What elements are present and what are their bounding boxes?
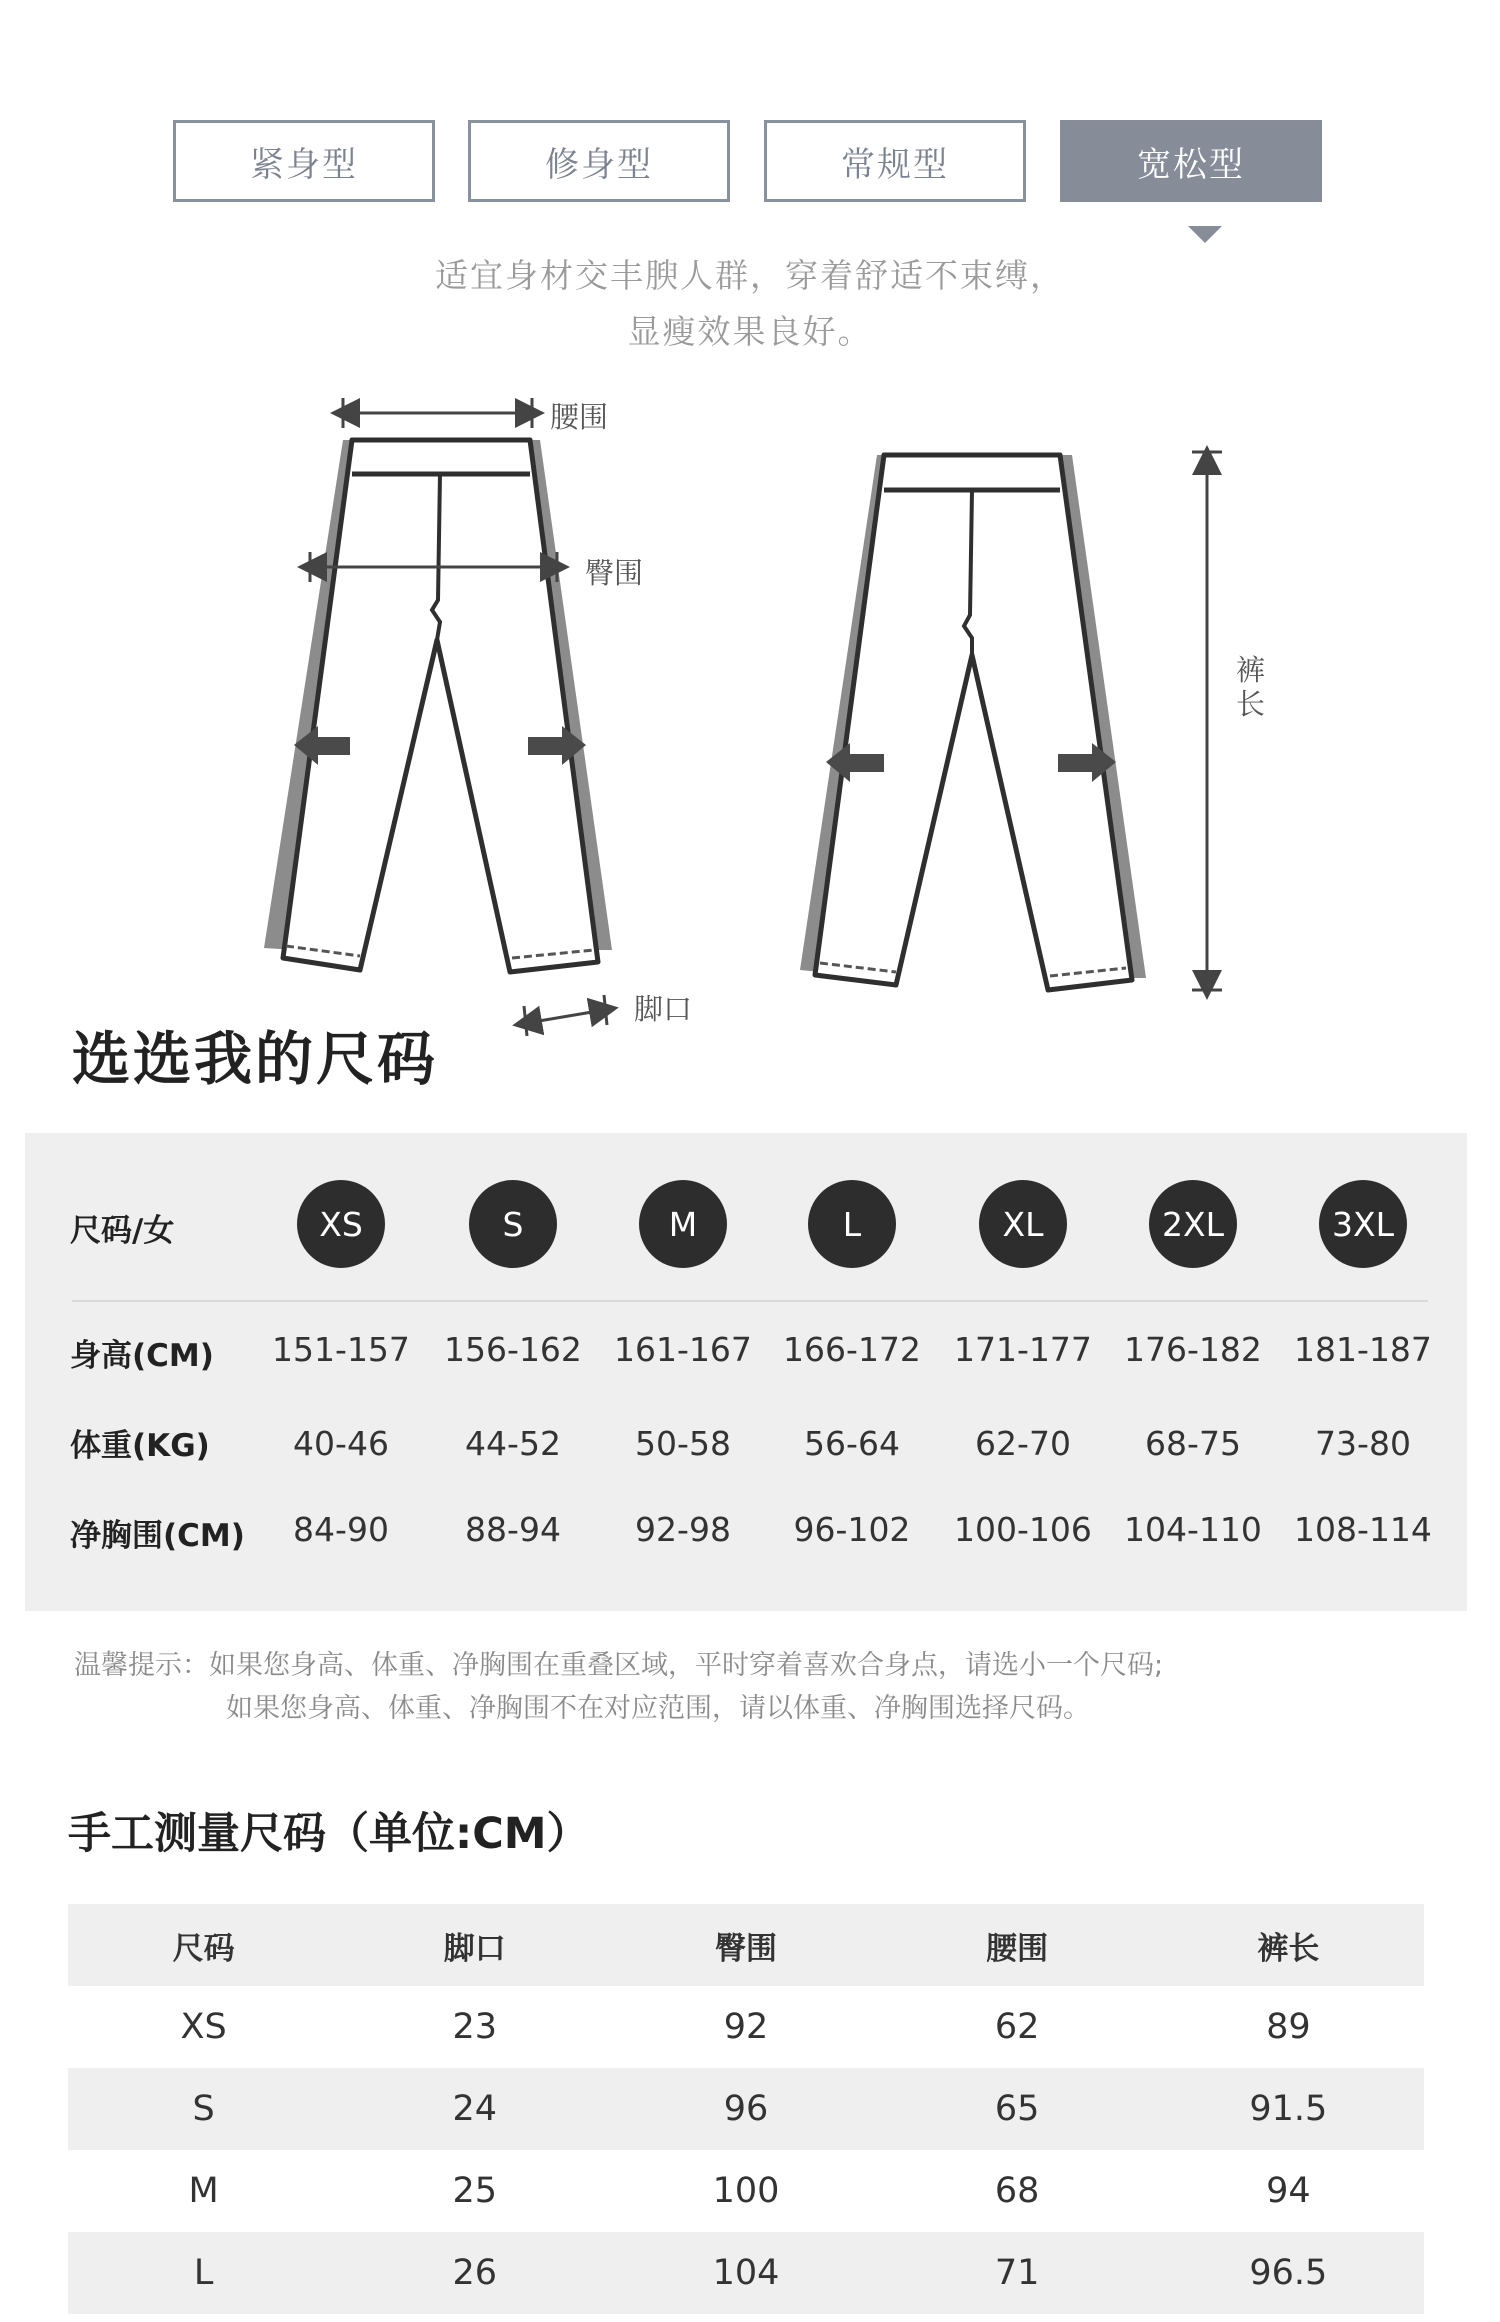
height-cell: 166-172	[783, 1330, 921, 1369]
length-label-bottom: 长	[1236, 687, 1266, 721]
table-cell: 96.5	[1249, 2253, 1328, 2293]
chest-cell: 100-106	[954, 1510, 1092, 1549]
hem-label: 脚口	[634, 992, 693, 1026]
size-header-label: 尺码/女	[70, 1213, 175, 1249]
table-cell: 24	[452, 2089, 498, 2129]
chest-cell: 88-94	[465, 1510, 561, 1549]
pants-front-icon	[264, 440, 612, 972]
table-cell: S	[192, 2089, 215, 2129]
fit-description-line1: 适宜身材交丰腴人群，穿着舒适不束缚，	[435, 256, 1065, 295]
size-badge-l[interactable]: L	[808, 1180, 896, 1268]
chest-row-label: 净胸围(CM)	[70, 1518, 245, 1554]
table-cell: 89	[1266, 2007, 1311, 2047]
tab-regular-fit[interactable]: 常规型	[764, 120, 1026, 202]
size-badge-3xl[interactable]: 3XL	[1319, 1180, 1407, 1268]
table-cell: 25	[452, 2171, 498, 2211]
table-row	[68, 2232, 1424, 2314]
table-cell: 26	[452, 2253, 498, 2293]
weight-cell: 44-52	[465, 1424, 561, 1463]
hem-measure-line	[524, 995, 607, 1036]
table-cell: 94	[1266, 2171, 1311, 2211]
length-label-top: 裤	[1236, 653, 1266, 687]
hip-label: 臀围	[585, 556, 644, 590]
weight-cell: 50-58	[635, 1424, 731, 1463]
height-cell: 151-157	[272, 1330, 410, 1369]
tip-line1: 温馨提示：如果您身高、体重、净胸围在重叠区域，平时穿着喜欢合身点，请选小一个尺码;	[74, 1650, 1164, 1681]
weight-cell: 73-80	[1315, 1424, 1411, 1463]
weight-cell: 62-70	[975, 1424, 1071, 1463]
height-row-label: 身高(CM)	[70, 1338, 214, 1374]
chest-cell: 92-98	[635, 1510, 731, 1549]
chest-cell: 96-102	[793, 1510, 911, 1549]
table-cell: 91.5	[1249, 2089, 1328, 2129]
table-cell: L	[193, 2253, 214, 2293]
fit-description-line2: 显瘦效果良好。	[627, 312, 873, 351]
weight-cell: 56-64	[804, 1424, 900, 1463]
table-row	[68, 1986, 1424, 2068]
chest-cell: 84-90	[293, 1510, 389, 1549]
table-header-cell: 脚口	[443, 1930, 506, 1967]
size-badge-m[interactable]: M	[639, 1180, 727, 1268]
height-cell: 161-167	[614, 1330, 752, 1369]
table-cell: 65	[994, 2089, 1040, 2129]
pants-back-icon	[800, 455, 1146, 990]
table-row	[68, 2068, 1424, 2150]
table-cell: 68	[994, 2171, 1040, 2211]
measure-section-title: 手工测量尺码（单位:CM）	[68, 1809, 590, 1859]
pants-measurement-diagram	[0, 380, 1500, 1040]
tab-slim-fit[interactable]: 修身型	[468, 120, 730, 202]
waist-label: 腰围	[550, 400, 609, 434]
chest-cell: 108-114	[1294, 1510, 1432, 1549]
table-header-cell: 臀围	[714, 1930, 777, 1967]
height-cell: 181-187	[1294, 1330, 1432, 1369]
table-cell: 71	[994, 2253, 1040, 2293]
weight-cell: 40-46	[293, 1424, 389, 1463]
table-cell: 96	[723, 2089, 769, 2129]
table-cell: 100	[712, 2171, 780, 2211]
table-cell: 23	[452, 2007, 498, 2047]
size-chart-divider	[72, 1300, 1428, 1302]
weight-row-label: 体重(KG)	[70, 1428, 210, 1464]
height-cell: 156-162	[444, 1330, 582, 1369]
table-cell: 104	[712, 2253, 780, 2293]
table-cell: 92	[723, 2007, 769, 2047]
height-cell: 176-182	[1124, 1330, 1262, 1369]
table-cell: M	[188, 2171, 219, 2211]
table-cell: 62	[994, 2007, 1040, 2047]
size-badge-xl[interactable]: XL	[979, 1180, 1067, 1268]
table-header-cell: 腰围	[986, 1930, 1049, 1967]
size-badge-s[interactable]: S	[469, 1180, 557, 1268]
length-measure-line	[1192, 452, 1222, 990]
weight-cell: 68-75	[1145, 1424, 1241, 1463]
measurement-table	[68, 1904, 1424, 2314]
table-cell: XS	[180, 2007, 227, 2047]
tab-tight-fit[interactable]: 紧身型	[173, 120, 435, 202]
table-header-cell: 裤长	[1257, 1930, 1320, 1967]
table-header-row	[68, 1904, 1424, 1986]
table-header-cell: 尺码	[172, 1930, 235, 1967]
tab-loose-fit[interactable]: 宽松型	[1060, 120, 1322, 202]
size-badge-2xl[interactable]: 2XL	[1149, 1180, 1237, 1268]
size-section-title: 选选我的尺码	[72, 1025, 439, 1093]
height-cell: 171-177	[954, 1330, 1092, 1369]
table-row	[68, 2150, 1424, 2232]
size-badge-xs[interactable]: XS	[297, 1180, 385, 1268]
chest-cell: 104-110	[1124, 1510, 1262, 1549]
active-tab-indicator-icon	[1188, 226, 1222, 243]
tip-line2: 如果您身高、体重、净胸围不在对应范围，请以体重、净胸围选择尺码。	[226, 1693, 1090, 1724]
waist-measure-line	[343, 398, 532, 428]
